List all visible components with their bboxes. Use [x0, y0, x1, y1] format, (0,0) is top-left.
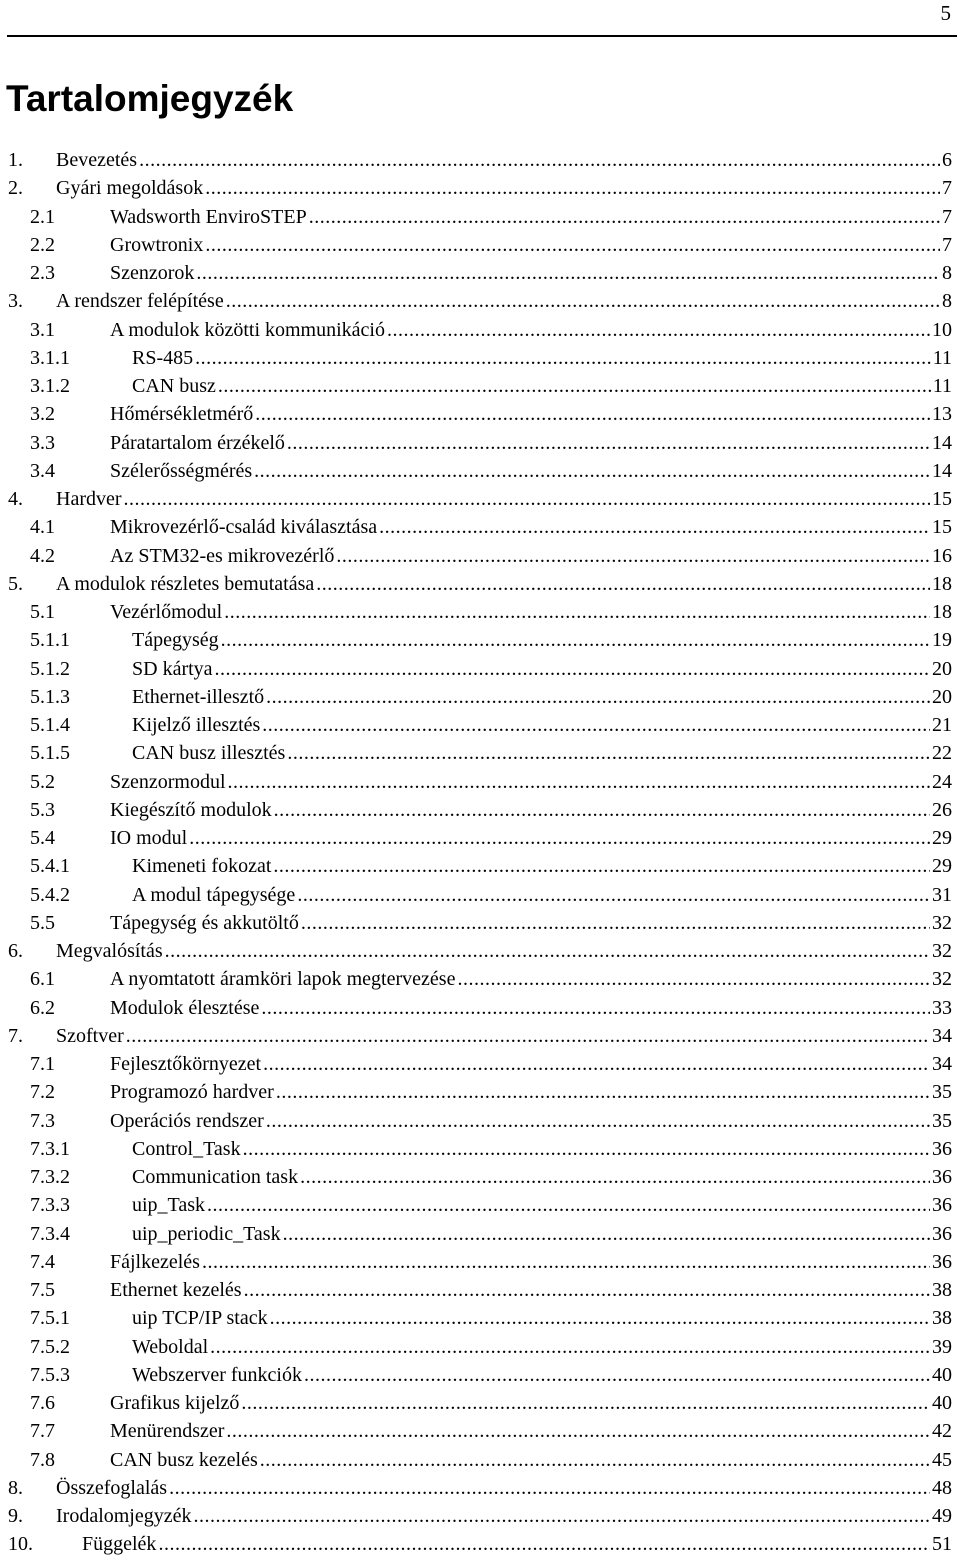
toc-entry-page: 45	[932, 1448, 952, 1471]
toc-entry-page: 36	[932, 1166, 952, 1188]
toc-entry-page: 13	[932, 403, 952, 426]
toc-entry-title: Irodalomjegyzék	[56, 1505, 192, 1527]
toc-entry-number: 7.5.3	[30, 1363, 70, 1386]
toc-entry-title: Kiegészítő modulok	[110, 798, 272, 821]
toc-entry[interactable]	[8, 1333, 952, 1361]
toc-entry-page: 7	[942, 177, 952, 200]
header-rule	[7, 35, 957, 37]
toc-entry-title: uip TCP/IP stack	[132, 1307, 268, 1330]
toc-entry-title: A modul tápegysége	[132, 883, 296, 906]
toc-entry-page: 20	[932, 685, 952, 708]
toc-entry-page: 24	[932, 770, 952, 793]
toc-entry-number: 2.3	[30, 262, 55, 284]
toc-entry-number: 5.4.2	[30, 883, 70, 906]
toc-entry-title: Control_Task	[132, 1137, 241, 1160]
dot-leader	[195, 344, 931, 372]
toc-entry-page: 6	[942, 149, 952, 171]
toc-entry-page: 18	[932, 601, 952, 623]
toc-entry-title: SD kártya	[132, 657, 213, 680]
dot-leader	[215, 655, 930, 683]
toc-entry-title: A modulok közötti kommunikáció	[110, 318, 385, 341]
toc-entry[interactable]	[8, 1135, 952, 1163]
toc-entry-number: 4.	[8, 488, 23, 510]
toc-entry[interactable]	[8, 768, 952, 796]
toc-entry-page: 36	[932, 1250, 952, 1273]
dot-leader	[205, 231, 940, 259]
toc-entry-title: Kimeneti fokozat	[132, 855, 272, 878]
toc-entry-page: 39	[932, 1335, 952, 1358]
toc-entry-title: A rendszer felépítése	[56, 290, 224, 313]
toc-entry[interactable]	[8, 372, 952, 400]
toc-entry-title: Bevezetés	[56, 149, 138, 171]
toc-entry-page: 33	[932, 996, 952, 1019]
toc-entry-title: Páratartalom érzékelő	[110, 431, 285, 454]
page-number: 5	[940, 1, 951, 25]
toc-entry[interactable]	[8, 1502, 952, 1530]
dot-leader	[387, 316, 930, 344]
toc-entry-number: 6.1	[30, 968, 55, 991]
toc-entry[interactable]	[8, 1107, 952, 1135]
dot-leader	[224, 598, 930, 626]
toc-entry-number: 3.1.2	[30, 375, 70, 397]
toc-entry-number: 6.	[8, 940, 23, 962]
toc-entry-title: Modulok élesztése	[110, 996, 260, 1019]
dot-leader	[262, 711, 930, 739]
toc-entry-page: 48	[932, 1476, 952, 1499]
toc-entry-title: Az STM32-es mikrovezérlő	[110, 544, 335, 567]
toc-entry[interactable]	[8, 485, 952, 513]
toc-entry-page: 29	[932, 827, 952, 849]
toc-entry-page: 20	[932, 657, 952, 680]
toc-entry[interactable]	[8, 1530, 952, 1558]
toc-entry-number: 7.3.1	[30, 1137, 70, 1160]
toc-entry-title: Megvalósítás	[56, 940, 163, 962]
dot-leader	[254, 457, 930, 485]
dot-leader	[270, 1304, 930, 1332]
toc-entry[interactable]	[8, 259, 952, 287]
toc-entry-number: 5.1.3	[30, 685, 70, 708]
toc-entry-page: 11	[932, 375, 952, 397]
dot-leader	[266, 1107, 930, 1135]
toc-entry-title: Függelék	[82, 1533, 157, 1556]
toc-entry[interactable]	[8, 146, 952, 174]
toc-entry-title: Mikrovezérlő-család kiválasztása	[110, 516, 378, 539]
toc-entry[interactable]	[8, 1248, 952, 1276]
toc-entry-page: 35	[932, 1081, 952, 1104]
toc-entry-number: 3.1.1	[30, 346, 70, 369]
toc-entry-page: 49	[932, 1505, 952, 1527]
toc-entry-page: 15	[932, 516, 952, 539]
toc-entry-title: Tápegység és akkutöltő	[110, 911, 299, 934]
toc-entry-number: 3.2	[30, 403, 55, 426]
toc-entry-title: RS-485	[132, 346, 194, 369]
toc-entry[interactable]	[8, 655, 952, 683]
toc-entry-page: 32	[932, 968, 952, 991]
dot-leader	[226, 287, 940, 315]
toc-entry[interactable]	[8, 1389, 952, 1417]
toc-entry-number: 7.2	[30, 1081, 55, 1104]
toc-entry-number: 7.4	[30, 1250, 55, 1273]
dot-leader	[194, 1502, 931, 1530]
toc-entry-number: 5.1.4	[30, 714, 70, 736]
dot-leader	[218, 372, 931, 400]
dot-leader	[207, 1191, 930, 1219]
toc-entry[interactable]	[8, 344, 952, 372]
dot-leader	[124, 485, 930, 513]
toc-entry-number: 7.3	[30, 1109, 55, 1132]
toc-entry-page: 8	[942, 290, 952, 313]
toc-entry-page: 38	[932, 1307, 952, 1330]
toc-entry-number: 7.7	[30, 1420, 55, 1443]
toc-entry-page: 34	[932, 1053, 952, 1075]
dot-leader	[243, 1135, 930, 1163]
toc-entry[interactable]	[8, 626, 952, 654]
toc-entry[interactable]	[8, 316, 952, 344]
dot-leader	[263, 1050, 930, 1078]
toc-entry[interactable]	[8, 683, 952, 711]
toc-entry[interactable]	[8, 1417, 952, 1445]
toc-entry[interactable]	[8, 203, 952, 231]
toc-entry-page: 11	[932, 346, 952, 369]
toc-entry-number: 5.1	[30, 601, 55, 623]
dot-leader	[301, 909, 930, 937]
toc-entry-number: 3.1	[30, 318, 55, 341]
toc-entry-page: 10	[932, 318, 952, 341]
toc-entry-number: 5.	[8, 572, 23, 595]
toc-entry[interactable]	[8, 1022, 952, 1050]
toc-entry-page: 16	[932, 544, 952, 567]
toc-entry-title: Szoftver	[56, 1024, 124, 1047]
toc-entry[interactable]	[8, 457, 952, 485]
toc-entry-title: Communication task	[132, 1166, 299, 1188]
toc-entry-title: Vezérlőmodul	[110, 601, 223, 623]
toc-entry-number: 2.	[8, 177, 23, 200]
toc-entry-number: 2.2	[30, 233, 55, 256]
toc-entry-page: 32	[932, 940, 952, 962]
toc-entry-number: 5.1.2	[30, 657, 70, 680]
dot-leader	[287, 429, 930, 457]
toc-entry-number: 7.5.1	[30, 1307, 70, 1330]
toc-entry-number: 7.3.2	[30, 1166, 70, 1188]
toc-entry[interactable]	[8, 796, 952, 824]
dot-leader	[139, 146, 940, 174]
toc-entry-title: uip_periodic_Task	[132, 1222, 281, 1245]
toc-entry[interactable]	[8, 1304, 952, 1332]
toc-entry-title: Growtronix	[110, 233, 204, 256]
dot-leader	[316, 570, 930, 598]
toc-entry-title: Szenzorok	[110, 262, 195, 284]
toc-entry-title: Weboldal	[132, 1335, 209, 1358]
toc-entry-title: uip_Task	[132, 1194, 206, 1217]
toc-entry[interactable]	[8, 174, 952, 202]
toc-entry-page: 14	[932, 459, 952, 482]
toc-entry-number: 5.4.1	[30, 855, 70, 878]
toc-entry[interactable]	[8, 881, 952, 909]
toc-entry-page: 19	[932, 629, 952, 652]
toc-entry-page: 36	[932, 1194, 952, 1217]
dot-leader	[336, 542, 930, 570]
dot-leader	[276, 1078, 930, 1106]
toc-entry[interactable]	[8, 739, 952, 767]
toc-entry[interactable]	[8, 1191, 952, 1219]
toc-entry-title: Szélerősségmérés	[110, 459, 253, 482]
toc-entry[interactable]	[8, 1050, 952, 1078]
toc-entry-page: 38	[932, 1279, 952, 1301]
toc-entry-number: 7.8	[30, 1448, 55, 1471]
dot-leader	[205, 174, 940, 202]
dot-leader	[379, 513, 930, 541]
toc-entry-title: Kijelző illesztés	[132, 714, 261, 736]
toc-entry-title: Hőmérsékletmérő	[110, 403, 254, 426]
toc-entry-page: 7	[942, 233, 952, 256]
dot-leader	[226, 1417, 930, 1445]
dot-leader	[300, 1163, 930, 1191]
toc-entry-number: 7.6	[30, 1392, 55, 1414]
toc-entry-title: Fejlesztőkörnyezet	[110, 1053, 262, 1075]
toc-entry-title: Ethernet-illesztő	[132, 685, 265, 708]
toc-entry[interactable]	[8, 1220, 952, 1248]
toc-entry[interactable]	[8, 994, 952, 1022]
toc-entry[interactable]	[8, 1078, 952, 1106]
dot-leader	[283, 1220, 930, 1248]
toc-entry-page: 14	[932, 431, 952, 454]
dot-leader	[255, 400, 930, 428]
toc-entry-number: 5.3	[30, 798, 55, 821]
toc-entry-title: Operációs rendszer	[110, 1109, 264, 1132]
dot-leader	[309, 203, 940, 231]
toc-entry-page: 36	[932, 1137, 952, 1160]
dot-leader	[244, 1276, 930, 1304]
toc-entry[interactable]	[8, 231, 952, 259]
dot-leader	[287, 739, 930, 767]
dot-leader	[266, 683, 930, 711]
toc-entry-number: 7.3.4	[30, 1222, 70, 1245]
toc-entry-number: 3.	[8, 290, 23, 313]
toc-entry-title: Wadsworth EnviroSTEP	[110, 205, 307, 228]
toc-entry-number: 7.5	[30, 1279, 55, 1301]
dot-leader	[241, 1389, 930, 1417]
toc-entry-title: Ethernet kezelés	[110, 1279, 242, 1301]
dot-leader	[165, 937, 930, 965]
dot-leader	[228, 768, 930, 796]
dot-leader	[196, 259, 940, 287]
toc-entry[interactable]	[8, 429, 952, 457]
toc-entry[interactable]	[8, 1276, 952, 1304]
dot-leader	[158, 1530, 930, 1558]
table-of-contents	[8, 146, 952, 1559]
toc-entry-title: Szenzormodul	[110, 770, 226, 793]
toc-entry[interactable]	[8, 852, 952, 880]
toc-entry-title: A nyomtatott áramköri lapok megtervezése	[110, 968, 456, 991]
toc-entry-title: Programozó hardver	[110, 1081, 274, 1104]
toc-entry-page: 36	[932, 1222, 952, 1245]
toc-entry-title: A modulok részletes bemutatása	[56, 572, 315, 595]
toc-entry-title: Összefoglalás	[56, 1476, 168, 1499]
toc-entry-number: 5.1.5	[30, 742, 70, 765]
toc-entry-title: Fájlkezelés	[110, 1250, 200, 1273]
toc-entry-title: Hardver	[56, 488, 122, 510]
toc-entry[interactable]	[8, 937, 952, 965]
toc-entry-page: 21	[932, 714, 952, 736]
toc-entry[interactable]	[8, 570, 952, 598]
toc-entry-page: 18	[932, 572, 952, 595]
toc-entry[interactable]	[8, 542, 952, 570]
toc-entry-title: Grafikus kijelző	[110, 1392, 240, 1414]
toc-entry[interactable]	[8, 513, 952, 541]
toc-entry[interactable]	[8, 1446, 952, 1474]
dot-leader	[210, 1333, 930, 1361]
toc-entry-number: 8.	[8, 1476, 23, 1499]
dot-leader	[304, 1361, 930, 1389]
dot-leader	[457, 965, 930, 993]
toc-entry-number: 7.1	[30, 1053, 55, 1075]
toc-entry-title: Gyári megoldások	[56, 177, 204, 200]
toc-entry-page: 22	[932, 742, 952, 765]
toc-entry[interactable]	[8, 711, 952, 739]
toc-entry-number: 10.	[8, 1533, 33, 1556]
dot-leader	[261, 994, 930, 1022]
toc-entry-number: 5.4	[30, 827, 55, 849]
toc-entry[interactable]	[8, 1474, 952, 1502]
toc-entry-number: 2.1	[30, 205, 55, 228]
toc-entry-page: 26	[932, 798, 952, 821]
toc-entry[interactable]	[8, 1163, 952, 1191]
toc-entry[interactable]	[8, 1361, 952, 1389]
dot-leader	[274, 796, 930, 824]
toc-entry-number: 9.	[8, 1505, 23, 1527]
toc-entry[interactable]	[8, 909, 952, 937]
toc-entry-page: 34	[932, 1024, 952, 1047]
toc-entry-number: 4.2	[30, 544, 55, 567]
toc-entry-page: 29	[932, 855, 952, 878]
toc-entry-title: CAN busz	[132, 375, 216, 397]
toc-entry-page: 40	[932, 1392, 952, 1414]
toc-entry-number: 7.5.2	[30, 1335, 70, 1358]
toc-entry-number: 5.1.1	[30, 629, 70, 652]
page-title: Tartalomjegyzék	[6, 78, 294, 119]
toc-entry[interactable]	[8, 287, 952, 315]
toc-entry-number: 1.	[8, 149, 23, 171]
dot-leader	[126, 1022, 930, 1050]
dot-leader	[169, 1474, 930, 1502]
toc-entry-title: Webszerver funkciók	[132, 1363, 302, 1386]
toc-entry-page: 15	[932, 488, 952, 510]
toc-entry-number: 5.5	[30, 911, 55, 934]
toc-entry-number: 7.	[8, 1024, 23, 1047]
toc-entry-page: 8	[942, 262, 952, 284]
toc-entry-number: 5.2	[30, 770, 55, 793]
toc-entry-page: 42	[932, 1420, 952, 1443]
toc-entry-number: 3.3	[30, 431, 55, 454]
toc-entry-title: Menürendszer	[110, 1420, 225, 1443]
toc-entry[interactable]	[8, 598, 952, 626]
dot-leader	[260, 1446, 930, 1474]
toc-entry-title: CAN busz illesztés	[132, 742, 286, 765]
dot-leader	[297, 881, 930, 909]
toc-entry-title: Tápegység	[132, 629, 219, 652]
toc-entry-title: CAN busz kezelés	[110, 1448, 258, 1471]
dot-leader	[273, 852, 930, 880]
toc-entry-page: 35	[932, 1109, 952, 1132]
toc-entry-page: 51	[932, 1533, 952, 1556]
toc-entry-title: IO modul	[110, 827, 188, 849]
dot-leader	[202, 1248, 930, 1276]
toc-entry[interactable]	[8, 400, 952, 428]
toc-entry-number: 3.4	[30, 459, 55, 482]
toc-entry-page: 40	[932, 1363, 952, 1386]
toc-entry-page: 32	[932, 911, 952, 934]
toc-entry-number: 4.1	[30, 516, 55, 539]
toc-entry-page: 31	[932, 883, 952, 906]
toc-entry-page: 7	[942, 205, 952, 228]
toc-entry-number: 6.2	[30, 996, 55, 1019]
dot-leader	[189, 824, 930, 852]
toc-entry[interactable]	[8, 965, 952, 993]
toc-entry[interactable]	[8, 824, 952, 852]
toc-entry-number: 7.3.3	[30, 1194, 70, 1217]
dot-leader	[221, 626, 930, 654]
